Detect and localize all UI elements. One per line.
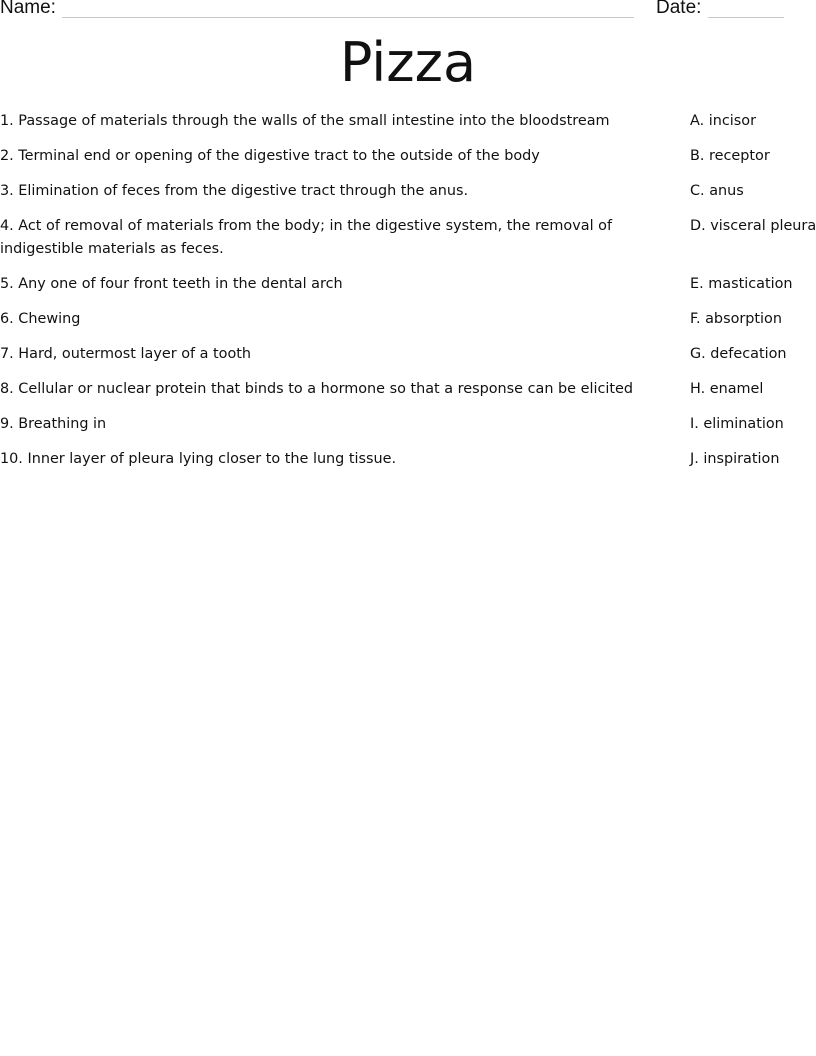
worksheet-header bbox=[0, 0, 816, 24]
clue-item: 8. Cellular or nuclear protein that binds to a hormone so that a response can be elicited bbox=[0, 381, 633, 397]
answer-item: J. inspiration bbox=[690, 451, 780, 467]
name-blank-line bbox=[62, 17, 634, 18]
clue-item: 3. Elimination of feces from the digestive tract through the anus. bbox=[0, 183, 469, 199]
clue-item: 4. Act of removal of materials from the body; in the digestive system, the removal of indigestible materials as feces. bbox=[0, 218, 613, 257]
answer-item: H. enamel bbox=[690, 381, 764, 397]
name-label: Name: bbox=[0, 0, 56, 18]
clue-item: 1. Passage of materials through the walls of the small intestine into the bloodstream bbox=[0, 113, 610, 129]
answer-item: B. receptor bbox=[690, 148, 770, 164]
clue-item: 9. Breathing in bbox=[0, 416, 107, 432]
answer-item: G. defecation bbox=[690, 346, 787, 362]
answer-item: A. incisor bbox=[690, 113, 756, 129]
clue-item: 5. Any one of four front teeth in the dental arch bbox=[0, 276, 343, 292]
clue-item: 2. Terminal end or opening of the digestive tract to the outside of the body bbox=[0, 148, 540, 164]
answer-item: D. visceral pleura bbox=[690, 218, 816, 234]
clue-item: 7. Hard, outermost layer of a tooth bbox=[0, 346, 252, 362]
answer-item: C. anus bbox=[690, 183, 744, 199]
clue-list bbox=[0, 110, 640, 483]
worksheet-title: Pizza bbox=[339, 31, 477, 94]
answer-item: I. elimination bbox=[690, 416, 784, 432]
clue-item: 10. Inner layer of pleura lying closer to the lung tissue. bbox=[0, 451, 397, 467]
answer-item: F. absorption bbox=[690, 311, 782, 327]
date-blank-line bbox=[708, 17, 784, 18]
date-label: Date: bbox=[656, 0, 702, 18]
clue-item: 6. Chewing bbox=[0, 311, 81, 327]
answer-item: E. mastication bbox=[690, 276, 793, 292]
answer-list bbox=[690, 110, 816, 483]
